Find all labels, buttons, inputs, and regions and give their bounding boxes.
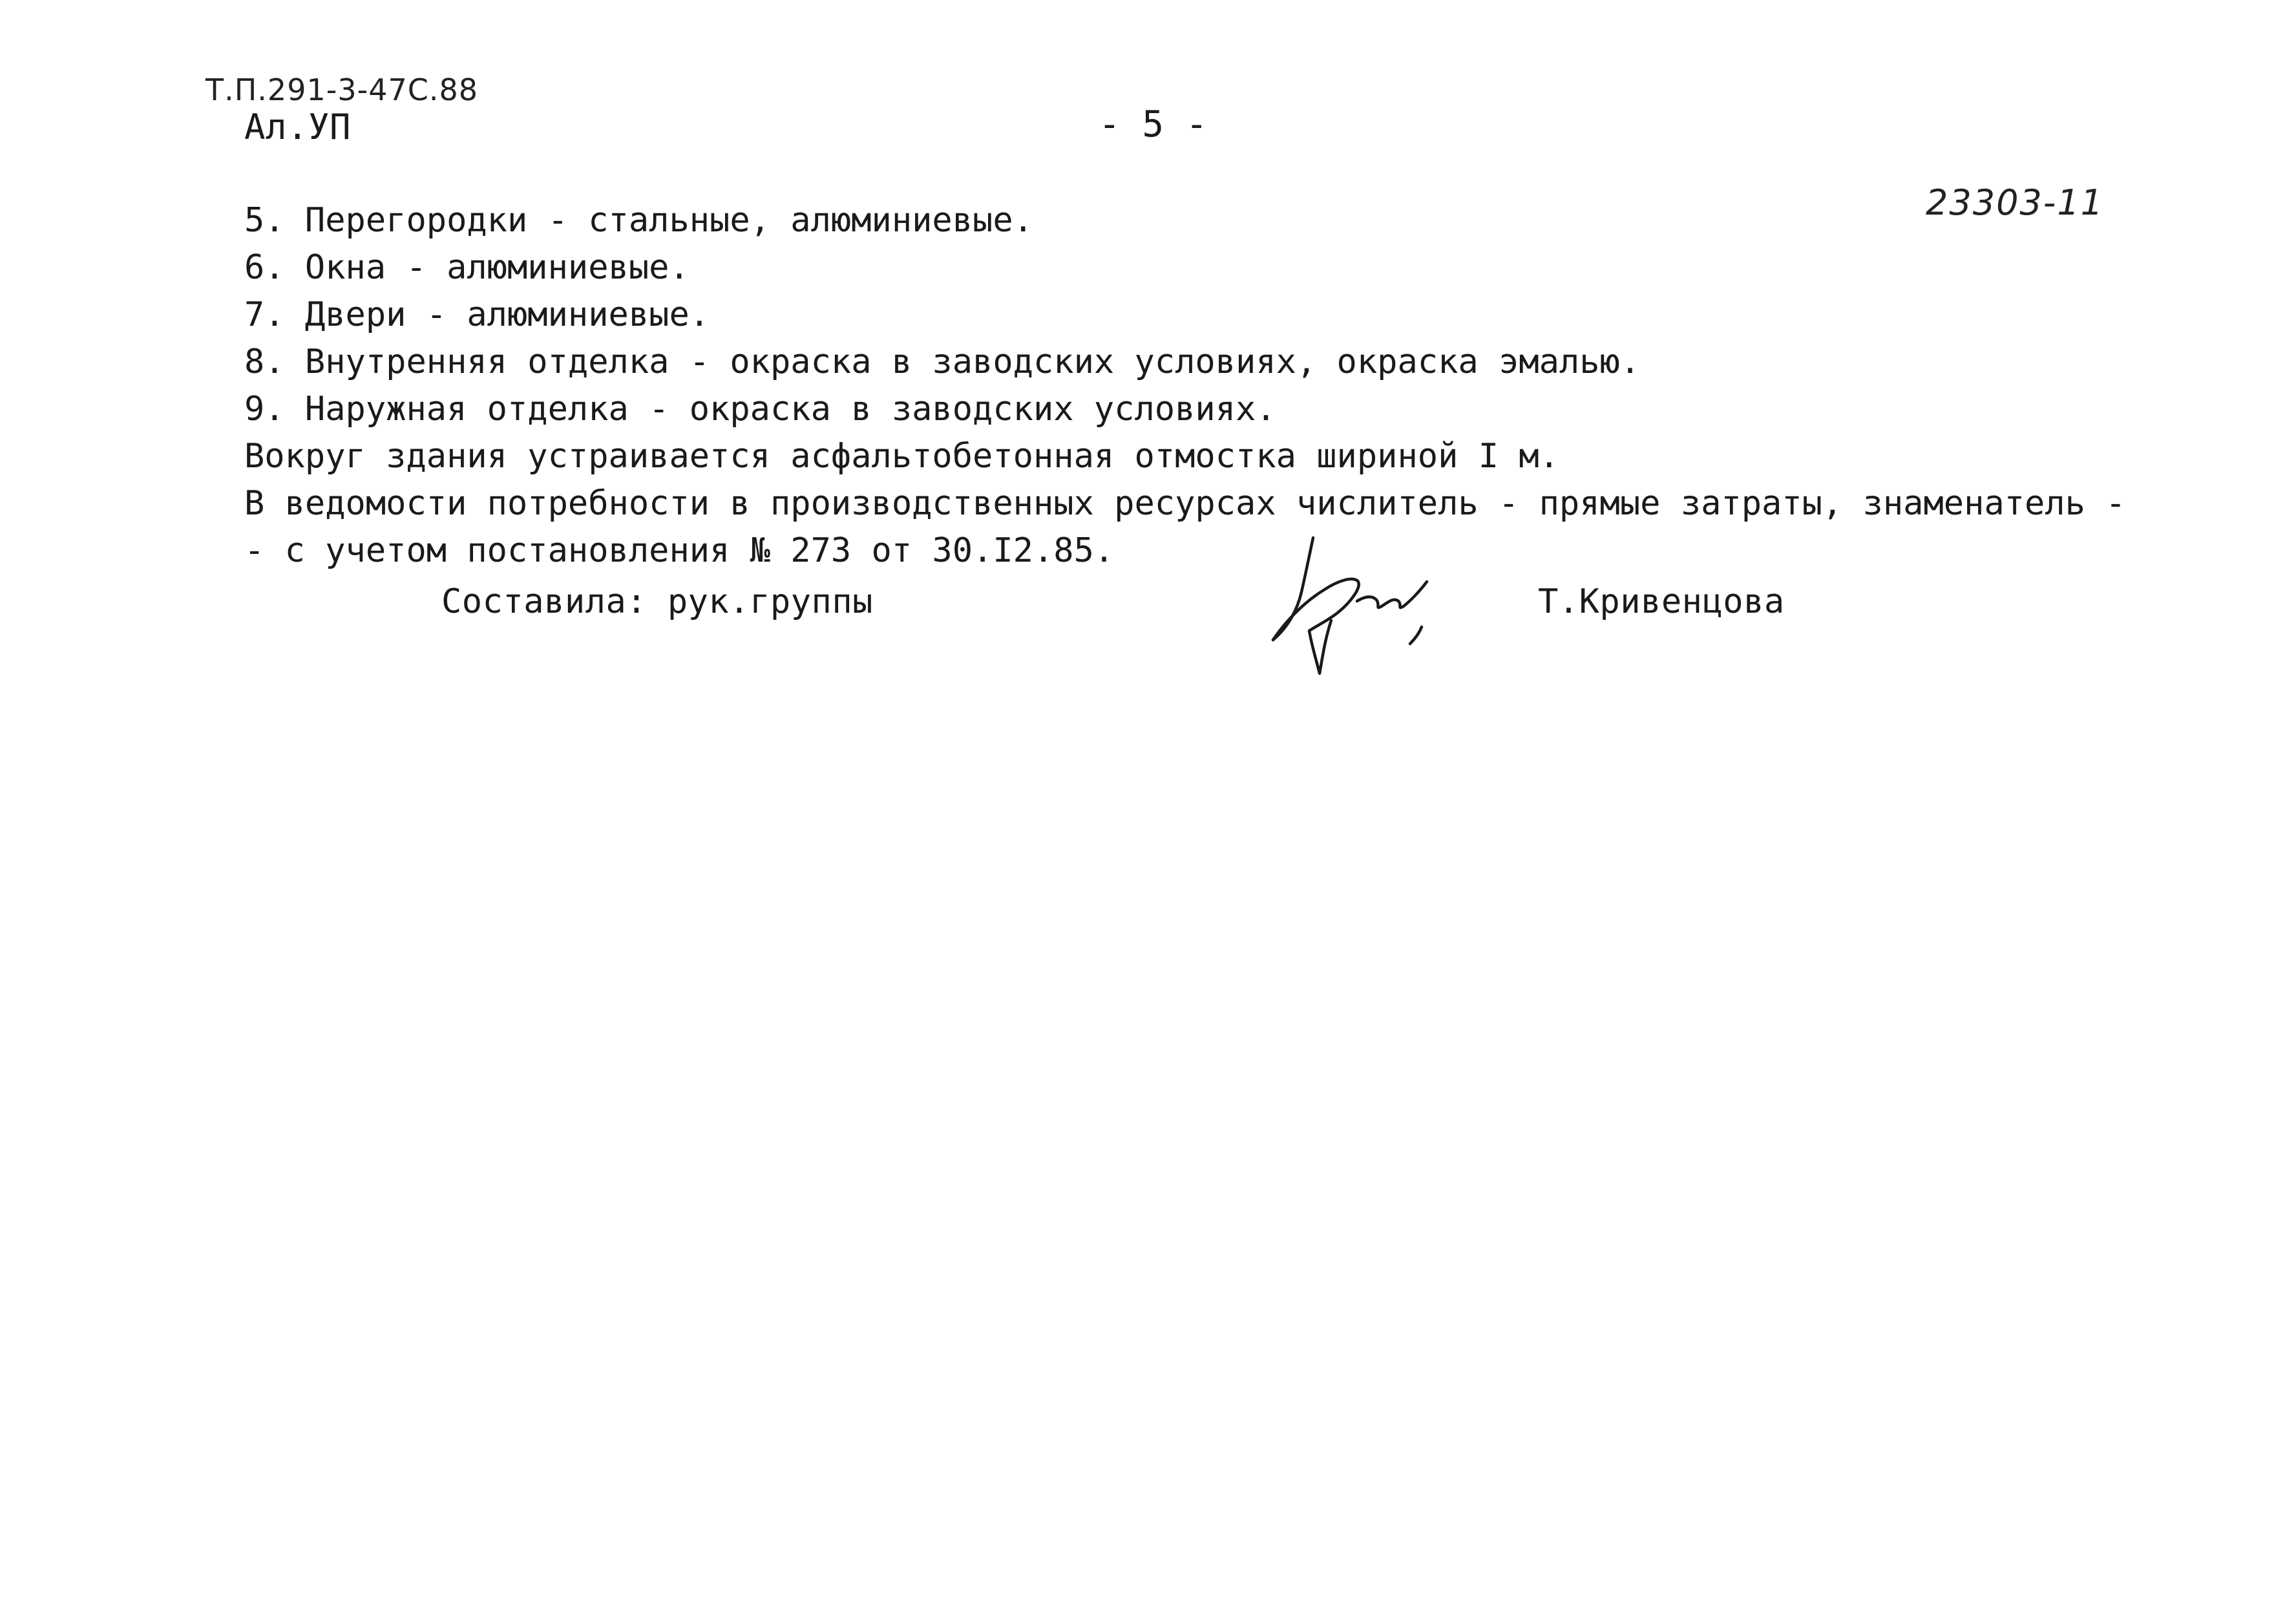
- body-line: 6. Окна - алюминиевые.: [244, 248, 690, 287]
- author-name: Т.Кривенцова: [1538, 582, 1785, 621]
- body-line: 7. Двери - алюминиевые.: [244, 295, 710, 334]
- body-line: Вокруг здания устраивается асфальтобетонная отмостка шириной I м.: [244, 437, 1559, 476]
- compiled-by-label: Составила: рук.группы: [441, 582, 873, 621]
- body-line: 5. Перегородки - стальные, алюминиевые.: [244, 201, 1033, 240]
- document-body: [244, 197, 2157, 575]
- registration-number: 23303-11: [1926, 182, 2104, 223]
- document-code-handwritten: Т.П.291-3-47С.88: [205, 72, 479, 107]
- album-label: Ал.УП: [244, 107, 352, 147]
- body-line: В ведомости потребности в производственных ресурсах числитель - прямые затраты, знаменатель -: [244, 484, 2126, 523]
- body-line: 8. Внутренняя отделка - окраска в заводских условиях, окраска эмалью.: [244, 343, 1641, 381]
- signature-image: [1260, 530, 1441, 679]
- body-line: - с учетом постановления № 273 от 30.I2.85.: [244, 531, 1115, 570]
- body-line: 9. Наружная отделка - окраска в заводских условиях.: [244, 390, 1276, 429]
- page-number: - 5 -: [1099, 103, 1208, 145]
